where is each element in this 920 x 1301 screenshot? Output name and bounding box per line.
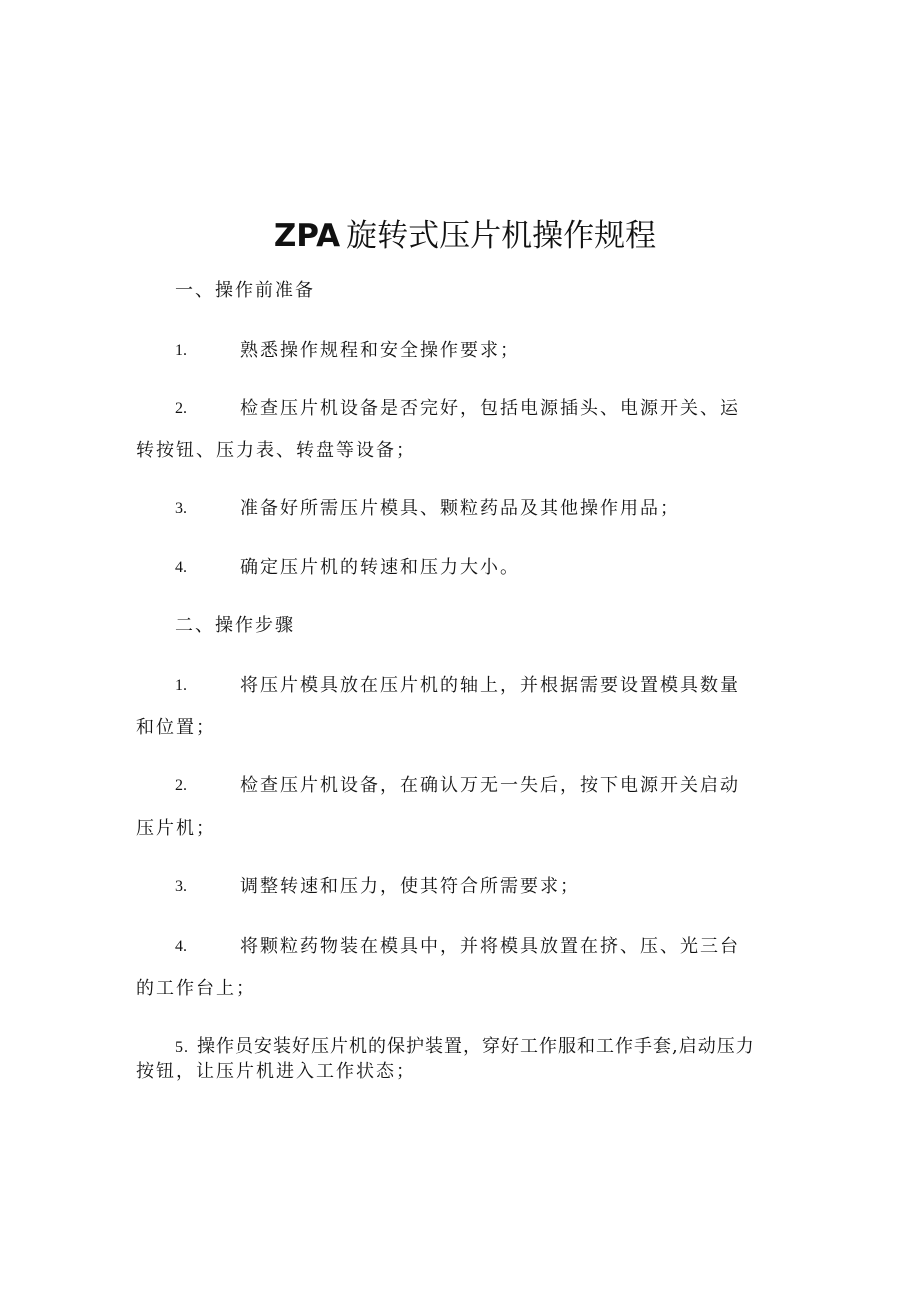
item-number: 3. (175, 878, 187, 895)
item-text: 检查压片机设备，在确认万无一失后，按下电源开关启动 (240, 775, 740, 796)
item-text-continued: 的工作台上； (136, 978, 256, 999)
item-number: 5. (175, 1039, 189, 1056)
item-text: 调整转速和压力，使其符合所需要求； (240, 876, 580, 897)
item-text-continued: 和位置； (136, 717, 216, 738)
item-text: 操作员安装好压片机的保护装置，穿好工作服和工作手套,启动压力 (197, 1036, 755, 1057)
item-number: 3. (175, 500, 187, 517)
item-number: 4. (175, 559, 187, 576)
item-number: 2. (175, 777, 187, 794)
item-text: 熟悉操作规程和安全操作要求； (240, 340, 520, 361)
item-text: 将颗粒药物装在模具中，并将模具放置在挤、压、光三台 (240, 936, 740, 957)
section-heading: 二、操作步骤 (175, 615, 295, 636)
item-line (175, 1035, 755, 1060)
section-heading: 一、操作前准备 (175, 280, 315, 301)
title-model-code: ZPA (273, 218, 341, 254)
item-number: 4. (175, 938, 187, 955)
item-text: 将压片模具放在压片机的轴上，并根据需要设置模具数量 (240, 675, 740, 696)
item-text-continued: 压片机； (136, 818, 216, 839)
document-title (0, 214, 920, 258)
item-text: 确定压片机的转速和压力大小。 (240, 557, 520, 578)
item-text-continued: 转按钮、压力表、转盘等设备； (136, 440, 416, 461)
item-number: 1. (175, 342, 187, 359)
item-text: 准备好所需压片模具、颗粒药品及其他操作用品； (240, 498, 680, 519)
title-text: 旋转式压片机操作规程 (346, 218, 657, 254)
item-text: 检查压片机设备是否完好，包括电源插头、电源开关、运 (240, 398, 740, 419)
item-number: 2. (175, 400, 187, 417)
item-text-continued: 按钮，让压片机进入工作状态； (136, 1061, 416, 1082)
item-number: 1. (175, 677, 187, 694)
